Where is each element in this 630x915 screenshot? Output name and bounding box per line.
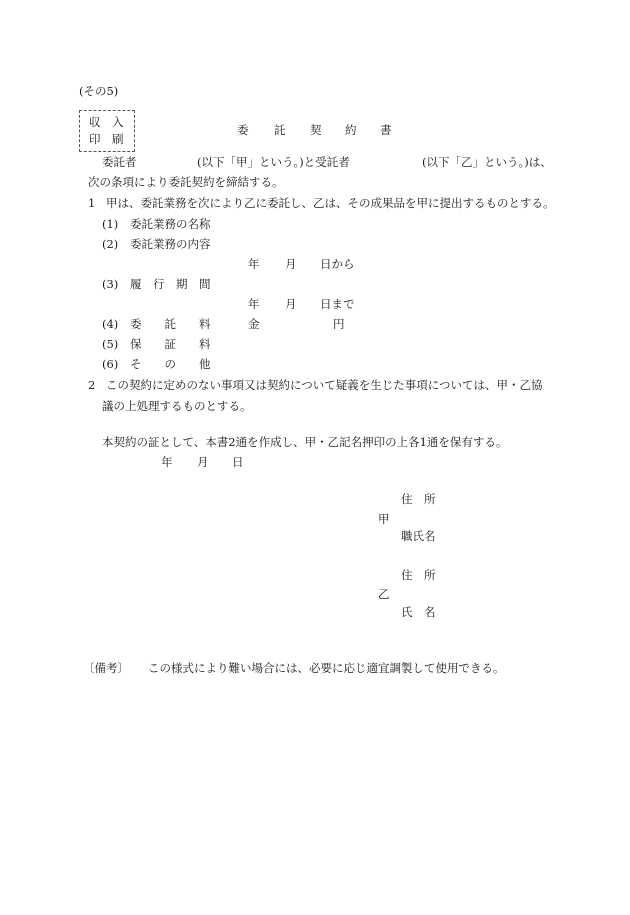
clause-2-number: 2	[88, 378, 96, 392]
item-4-number: (4)	[102, 317, 119, 331]
item-6-number: (6)	[102, 357, 119, 371]
party-b-address-label: 住 所	[401, 568, 436, 582]
item-1-number: (1)	[102, 217, 119, 231]
item-2-label: 委託業務の内容	[130, 237, 211, 251]
clause-2-line-2: 議の上処理するものとする。	[102, 399, 252, 413]
title-char-4: 約	[345, 123, 357, 137]
clause-2-line-1: この契約に定めのない事項又は契約について疑義を生じた事項については、甲・乙協	[106, 378, 543, 392]
period-to-month: 月	[285, 297, 297, 311]
item-3-label: 履 行 期 間	[130, 277, 211, 291]
period-from-month: 月	[285, 257, 297, 271]
item-6-label: そ の 他	[130, 357, 211, 371]
item-5-label: 保 証 料	[130, 337, 211, 351]
party-a-mark: 甲	[378, 512, 390, 526]
item-4-label: 委 託 料	[130, 317, 211, 331]
period-from-year: 年	[248, 257, 260, 271]
closing-date-month: 月	[197, 455, 209, 469]
title-char-2: 託	[274, 123, 286, 137]
preamble-line-2: 次の条項により委託契約を締結する。	[88, 175, 284, 189]
title-char-1: 委	[237, 123, 249, 137]
clause-1-text: 甲は、委託業務を次により乙に委託し、乙は、その成果品を甲に提出するものとする。	[106, 196, 555, 210]
party-b-mark: 乙	[378, 587, 390, 601]
item-4-amount-prefix: 金	[248, 317, 260, 331]
closing-text: 本契約の証として、本書2通を作成し、甲・乙記名押印の上各1通を保有する。	[102, 435, 508, 449]
period-to-year: 年	[248, 297, 260, 311]
item-5-number: (5)	[102, 337, 119, 351]
title-char-3: 契	[310, 123, 322, 137]
party-a-name-label: 職氏名	[401, 529, 436, 543]
item-4-amount-suffix: 円	[333, 317, 345, 331]
item-3-number: (3)	[102, 277, 119, 291]
stamp-line-2: 印 刷	[89, 132, 124, 146]
item-1-label: 委託業務の名称	[130, 217, 211, 231]
revenue-stamp-box	[79, 110, 135, 152]
period-to-day: 日まで	[320, 297, 355, 311]
title-char-5: 書	[380, 123, 392, 137]
closing-date-year: 年	[161, 455, 173, 469]
party-a-address-label: 住 所	[401, 492, 436, 506]
closing-date-day: 日	[232, 455, 244, 469]
remarks-text: この様式により難い場合には、必要に応じ適宜調製して使用できる。	[148, 661, 505, 675]
clause-1-number: 1	[88, 196, 96, 210]
remarks-label: 〔備考〕	[83, 661, 129, 675]
period-from-day: 日から	[320, 257, 355, 271]
stamp-line-1: 収 入	[89, 115, 124, 129]
item-2-number: (2)	[102, 237, 119, 251]
preamble-entrustor-def: (以下「甲」という。)と受託者	[197, 155, 350, 169]
preamble-entrustor: 委託者	[102, 155, 137, 169]
preamble-trustee-def: (以下「乙」という。)は、	[422, 155, 552, 169]
form-number: (その5)	[79, 84, 119, 98]
party-b-name-label: 氏 名	[401, 605, 436, 619]
